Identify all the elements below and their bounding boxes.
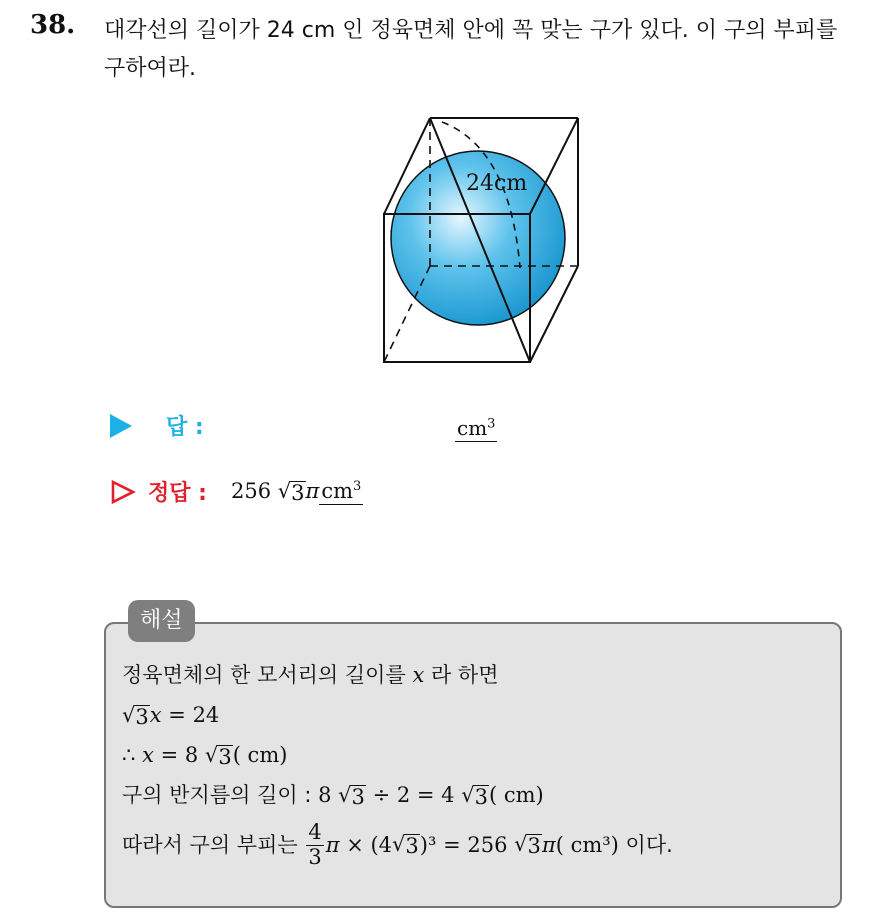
solution-line-4: 구의 반지름의 길이 : 8 √ 3 ÷ 2 = 4 √ 3 ( cm) (122, 783, 544, 809)
correct-unit: $cm^3$ (321, 479, 362, 503)
answer-unit-exponent: 3 (487, 416, 496, 432)
play-triangle-icon (110, 414, 132, 438)
fraction: $\frac{4}{3}$ (308, 820, 322, 869)
solution-line-3: ∴ x = 8 √ 3 ( cm) (122, 743, 288, 769)
correct-coef: 256 (230, 479, 272, 503)
sqrt: √ 3 (277, 479, 305, 505)
solution-line-2: √ 3 x = 24 (122, 703, 220, 729)
solution-body (122, 655, 822, 869)
solution-line-5: 따라서 구의 부피는 $\frac{4}{3}$ π × (4 √ 3 )³ = 256 √ 3 π ( cm³) 이다. (122, 820, 673, 869)
question-number: 38. (30, 10, 76, 40)
cube-sphere-figure (370, 108, 590, 370)
answer-label: 답 : (166, 415, 204, 440)
correct-answer-row (110, 476, 363, 507)
solution-line-1: 정육면체의 한 모서리의 길이를 x 라 하면 (122, 663, 499, 687)
solution-tag: 해설 (128, 600, 195, 642)
correct-label: 정답 : (148, 481, 207, 506)
pi: π (305, 479, 320, 503)
answer-unit: cm (457, 416, 488, 440)
question-text: 대각선의 길이가 24 cm 인 정육면체 안에 꼭 맞는 구가 있다. 이 구의 부피를 구하여라. (104, 18, 838, 81)
outline-triangle-icon (110, 479, 136, 505)
answer-row (110, 410, 204, 441)
diagonal-label: 24cm (466, 171, 528, 196)
correct-value (231, 479, 363, 504)
answer-input[interactable] (455, 416, 497, 442)
